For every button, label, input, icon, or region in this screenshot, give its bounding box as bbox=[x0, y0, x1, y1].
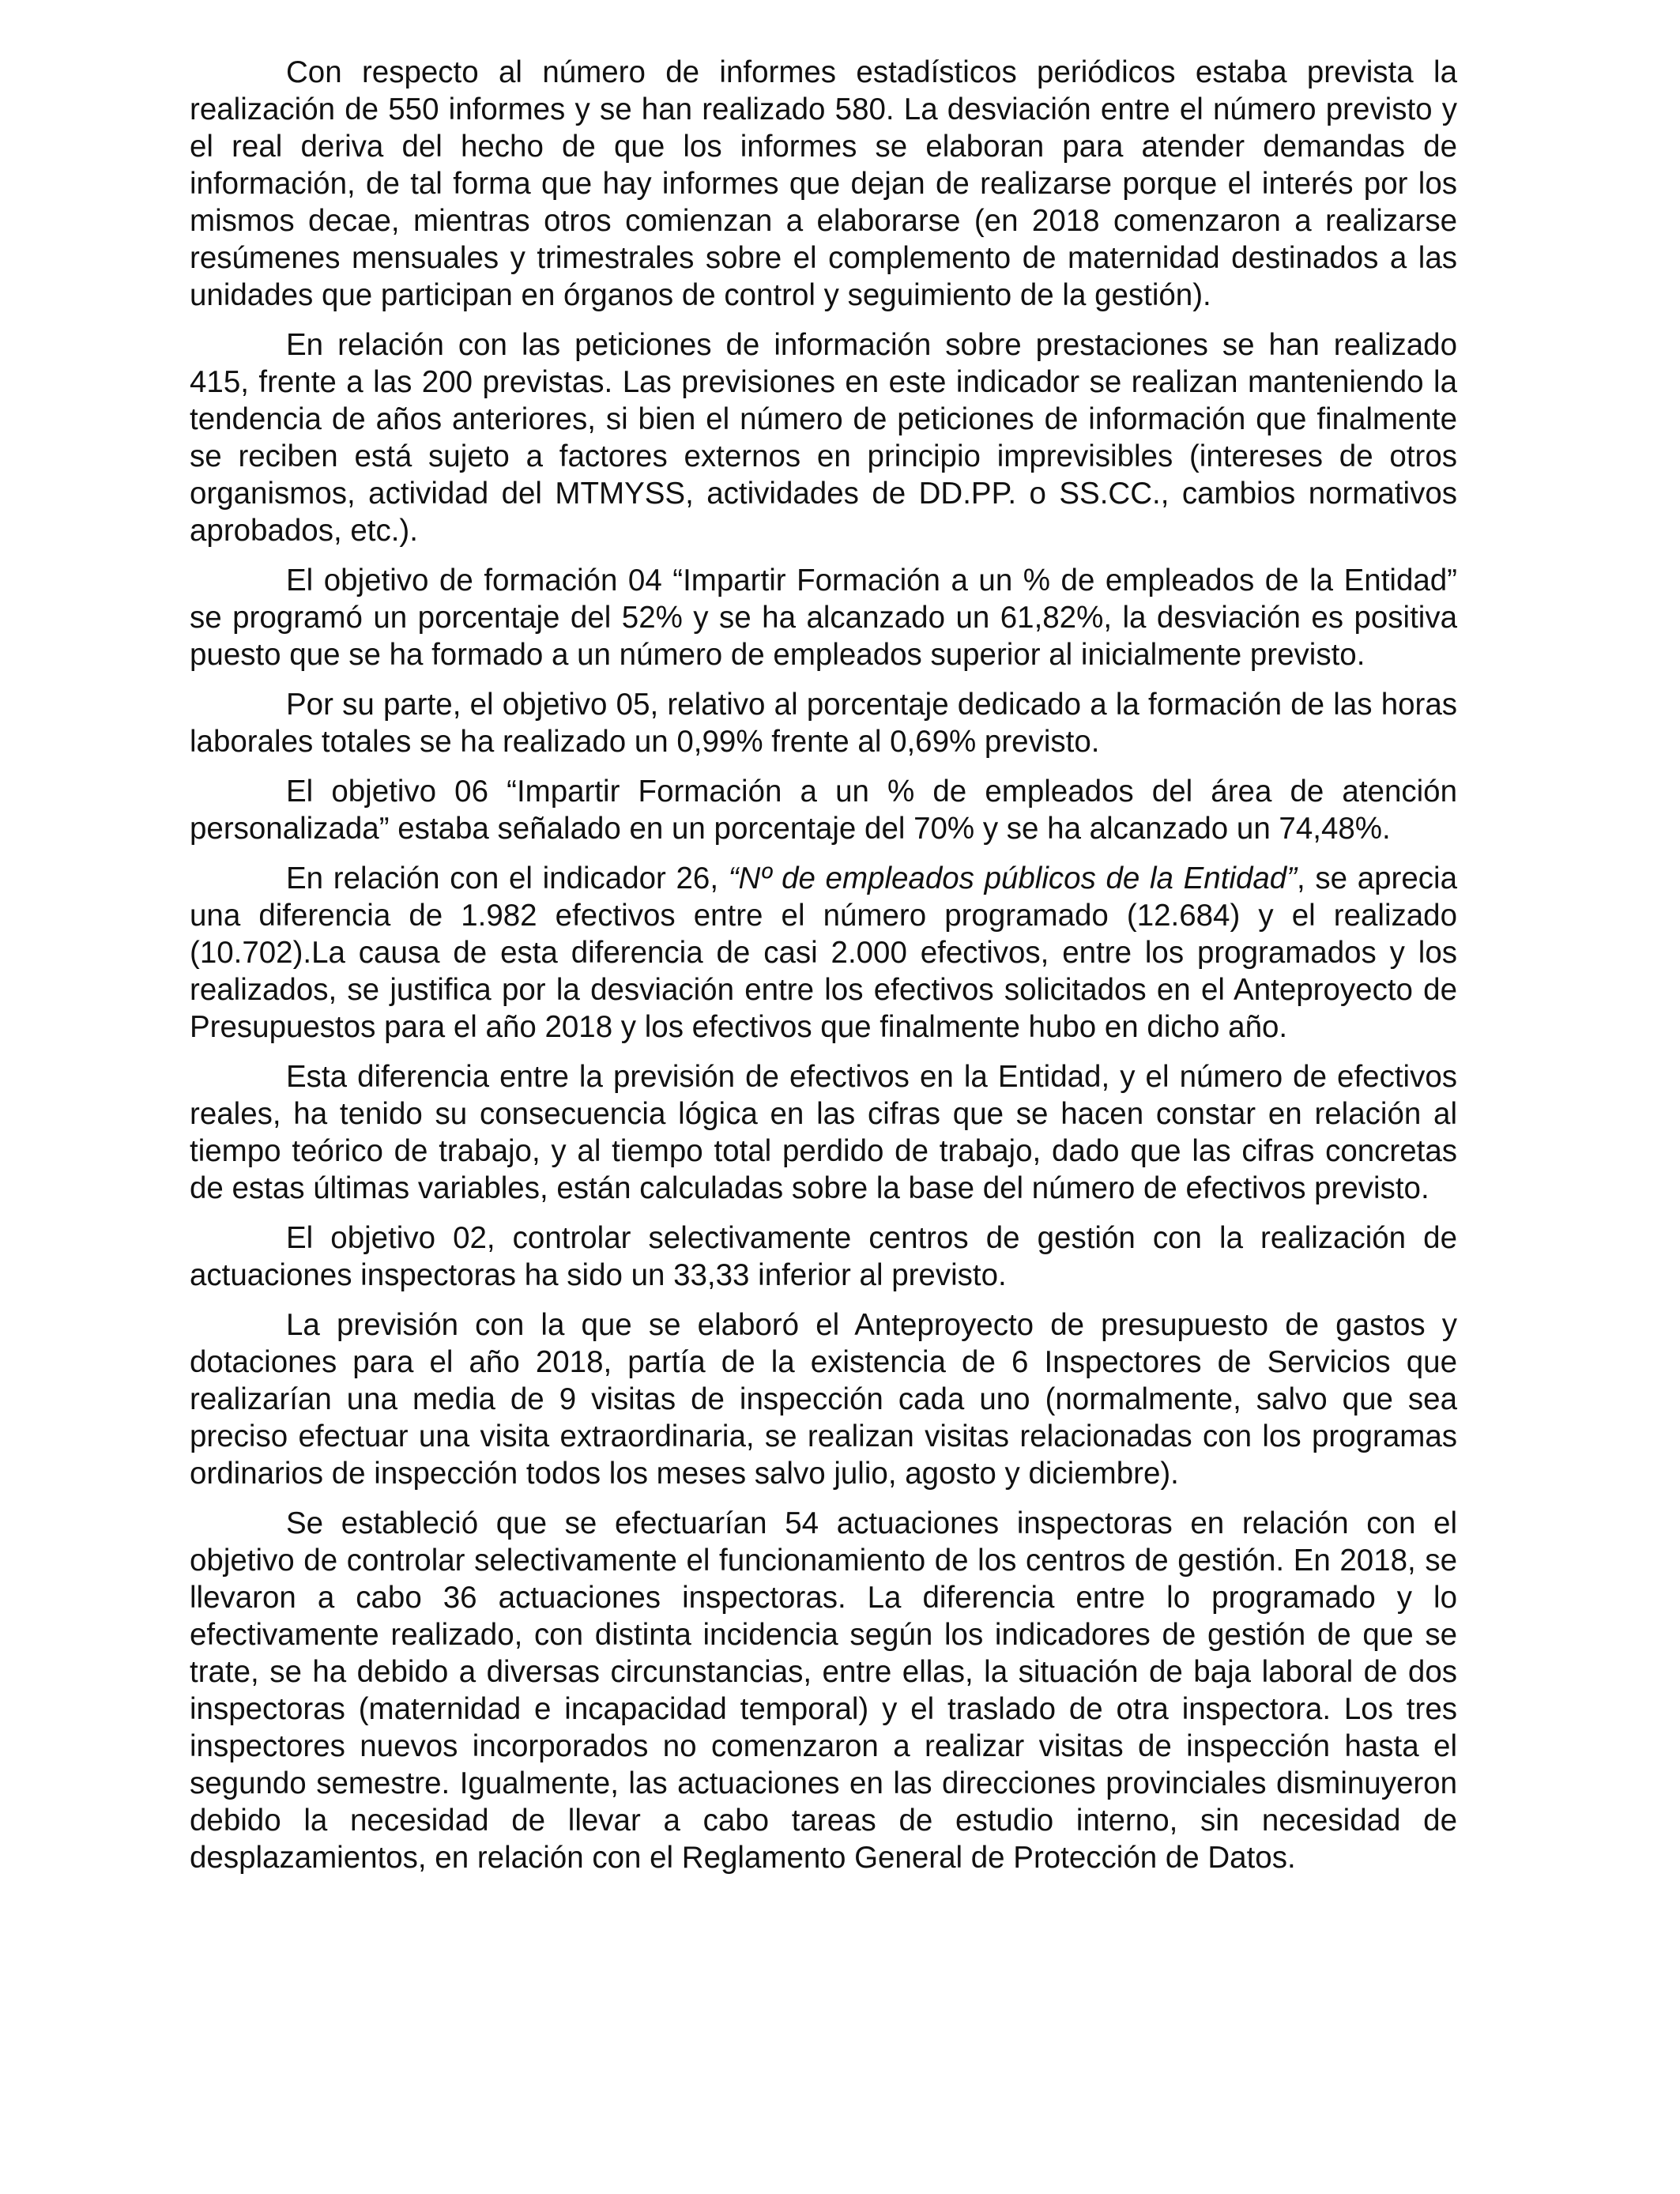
paragraph-indicador-26 bbox=[190, 860, 1457, 1046]
paragraph-diferencia-efectivos: Esta diferencia entre la previsión de efectivos en la Entidad, y el número de efectivos reales, ha tenido su consecuencia lógica en las cifras que se hacen constar en relación al tiempo teórico de trabajo, y al tiempo total perdido de trabajo, dado que las cifras concretas de estas últimas variables, están calculadas sobre la base del número de efectivos previsto. bbox=[190, 1060, 1457, 1205]
paragraph-objetivo-06: El objetivo 06 “Impartir Formación a un % de empleados del área de atención personalizada” estaba señalado en un porcentaje del 70% y se ha alcanzado un 74,48%. bbox=[190, 775, 1457, 846]
indicador-26-body: , se aprecia una diferencia de 1.982 efectivos entre el número programado (12.684) y el realizado (10.702).La causa de esta diferencia de casi 2.000 efectivos, entre los programados y los realizados, se justifica por la desviación entre los efectivos solicitados en el Anteproyecto de Presupuestos para el año 2018 y los efectivos que finalmente hubo en dicho año. bbox=[190, 861, 1457, 1044]
paragraph-objetivo-02: El objetivo 02, controlar selectivamente centros de gestión con la realización de actuaciones inspectoras ha sido un 33,33 inferior al previsto. bbox=[190, 1221, 1457, 1292]
paragraph-peticiones-informacion: En relación con las peticiones de información sobre prestaciones se han realizado 415, frente a las 200 previstas. Las previsiones en este indicador se realizan manteniendo la tendencia de años anteriores, si bien el número de peticiones de información que finalmente se reciben está sujeto a factores externos en principio imprevisibles (intereses de otros organismos, actividad del MTMYSS, actividades de DD.PP. o SS.CC., cambios normativos aprobados, etc.). bbox=[190, 328, 1457, 548]
paragraph-objetivo-formacion-04: El objetivo de formación 04 “Impartir Formación a un % de empleados de la Entidad” se programó un porcentaje del 52% y se ha alcanzado un 61,82%, la desviación es positiva puesto que se ha formado a un número de empleados superior al inicialmente previsto. bbox=[190, 564, 1457, 672]
paragraph-informes-estadisticos: Con respecto al número de informes estadísticos periódicos estaba prevista la realización de 550 informes y se han realizado 580. La desviación entre el número previsto y el real deriva del hecho de que los informes se elaboran para atender demandas de información, de tal forma que hay informes que dejan de realizarse porque el interés por los mismos decae, mientras otros comienzan a elaborarse (en 2018 comenzaron a realizarse resúmenes mensuales y trimestrales sobre el complemento de maternidad destinados a las unidades que participan en órganos de control y seguimiento de la gestión). bbox=[190, 55, 1457, 312]
indicador-26-title: “Nº de empleados públicos de la Entidad” bbox=[728, 861, 1298, 895]
indicador-26-intro: En relación con el indicador 26, bbox=[286, 861, 729, 895]
document-page bbox=[190, 54, 1457, 1876]
paragraph-prevision-anteproyecto: La previsión con la que se elaboró el Anteproyecto de presupuesto de gastos y dotaciones para el año 2018, partía de la existencia de 6 Inspectores de Servicios que realizarían una media de 9 visitas de inspección cada uno (normalmente, salvo que sea preciso efectuar una visita extraordinaria, se realizan visitas relacionadas con los programas ordinarios de inspección todos los meses salvo julio, agosto y diciembre). bbox=[190, 1308, 1457, 1491]
paragraph-objetivo-05: Por su parte, el objetivo 05, relativo al porcentaje dedicado a la formación de las horas laborales totales se ha realizado un 0,99% frente al 0,69% previsto. bbox=[190, 688, 1457, 759]
paragraph-actuaciones-inspectoras: Se estableció que se efectuarían 54 actuaciones inspectoras en relación con el objetivo de controlar selectivamente el funcionamiento de los centros de gestión. En 2018, se llevaron a cabo 36 actuaciones inspectoras. La diferencia entre lo programado y lo efectivamente realizado, con distinta incidencia según los indicadores de gestión de que se trate, se ha debido a diversas circunstancias, entre ellas, la situación de baja laboral de dos inspectoras (maternidad e incapacidad temporal) y el traslado de otra inspectora. Los tres inspectores nuevos incorporados no comenzaron a realizar visitas de inspección hasta el segundo semestre. Igualmente, las actuaciones en las direcciones provinciales disminuyeron debido la necesidad de llevar a cabo tareas de estudio interno, sin necesidad de desplazamientos, en relación con el Reglamento General de Protección de Datos. bbox=[190, 1506, 1457, 1875]
